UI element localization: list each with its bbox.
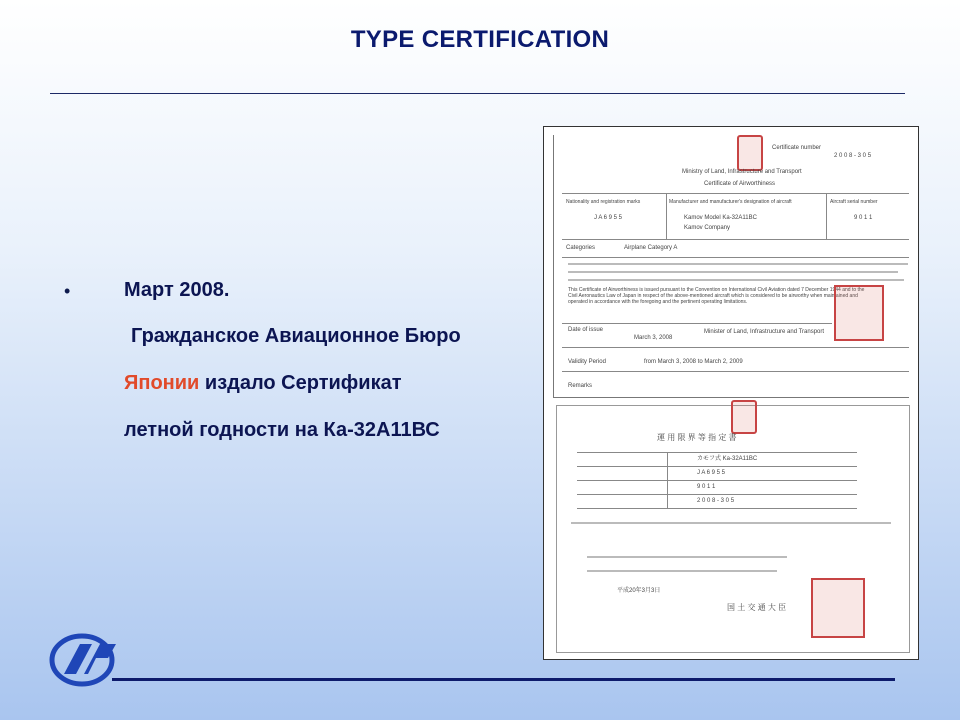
page-title: TYPE CERTIFICATION (350, 26, 610, 53)
minister-seal-stamp-2 (811, 578, 865, 638)
registration-mark: J A 6 9 5 5 (594, 215, 623, 221)
footer-divider (112, 678, 895, 681)
date-label: Date of issue (568, 327, 604, 333)
certificate-statement: This Certificate of Airworthiness is issued pursuant to the Convention on International Civil Aviation dated 7 December 1944 and to the Civil Aeronautics Law of Japan in respect of the above-mentioned aircraft which is considered to be airworthy when maintained and operated in accordance with the foregoing and the pertinent operating limitations. (568, 287, 865, 305)
col2-label: Manufacturer and manufacturer's designation of aircraft (669, 199, 792, 205)
certificate-image-frame (543, 126, 919, 660)
bullet-line-3 (124, 372, 402, 395)
ministry-name: Ministry of Land, Infrastructure and Transport (682, 169, 802, 175)
col1-label: Nationality and registration marks (566, 199, 641, 205)
category-label: Categories (566, 245, 596, 251)
aircraft-model: Kamov Model Ka-32A11BC (684, 215, 757, 221)
airworthiness-certificate (553, 135, 909, 398)
limitations-footer: 国 土 交 通 大 臣 (727, 603, 787, 612)
col3-label: Aircraft serial number (830, 199, 878, 205)
limitations-title: 運 用 限 界 等 指 定 書 (657, 433, 737, 442)
limit-row-4: 2 0 0 8 - 3 0 5 (697, 498, 735, 504)
manufacturer: Kamov Company (684, 225, 731, 231)
limit-row-3: 9 0 1 1 (697, 484, 716, 490)
limitations-date: 平成20年3月3日 (617, 588, 661, 594)
operating-limitations-certificate (556, 405, 910, 653)
bullet-line-1: Март 2008. (124, 279, 230, 301)
bullet-line-3-rest: издало Сертификат (199, 372, 402, 394)
serial-number: 9 0 1 1 (854, 215, 873, 221)
limit-row-2: J A 6 9 5 5 (697, 470, 726, 476)
top-seal-stamp (737, 135, 763, 171)
date-of-issue: March 3, 2008 (634, 335, 673, 341)
highlight-japan: Японии (124, 372, 200, 394)
bullet-marker: • (64, 281, 71, 301)
validity-label: Validity Period (568, 359, 606, 365)
limit-row-1: カモフ式 Ka-32A11BC (697, 456, 758, 462)
certificate-number-label: Certificate number (772, 145, 822, 151)
category-value: Airplane Category A (624, 245, 678, 251)
bullet-line-4: летной годности на Ка-32А11ВС (124, 419, 440, 441)
certificate-title: Certificate of Airworthiness (704, 181, 776, 187)
bullet-line-2: Гражданское Авиационное Бюро (131, 325, 461, 347)
validity-period: from March 3, 2008 to March 2, 2009 (644, 359, 743, 365)
remarks-label: Remarks (568, 383, 593, 389)
title-divider (50, 93, 905, 94)
signer-name: Minister of Land, Infrastructure and Transport (704, 329, 825, 335)
minister-seal-stamp (834, 285, 884, 341)
certificate-number: 2 0 0 8 - 3 0 5 (834, 153, 872, 159)
top-seal-stamp-2 (731, 400, 757, 434)
